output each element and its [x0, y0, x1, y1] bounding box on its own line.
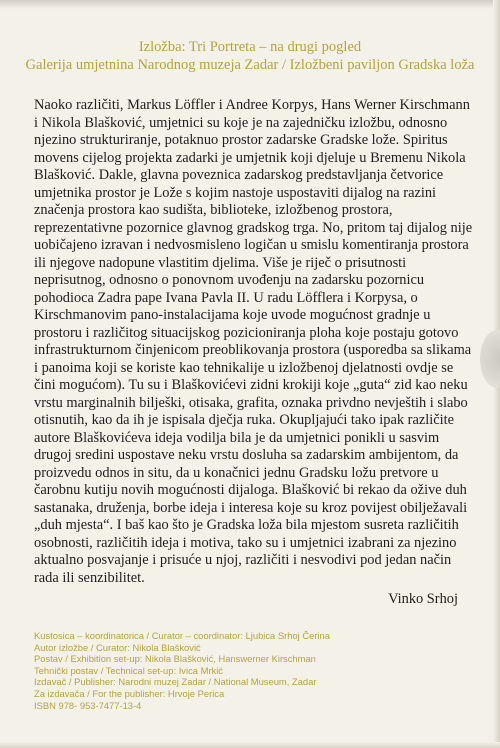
essay-author: Vinko Srhoj	[388, 591, 458, 607]
venue-subtitle: Galerija umjetnina Narodnog muzeja Zadar / Izložbeni paviljon Gradska loža	[25, 57, 475, 73]
credit-isbn: ISBN 978- 953-7477-13-4	[34, 699, 142, 711]
cover-top-edge	[0, 0, 500, 9]
credit-publisher: Izdavač / Publisher: Narodni muzej Zadar / National Museum, Zadar	[34, 676, 317, 688]
credits-block	[34, 630, 474, 711]
essay-body	[34, 97, 476, 587]
credit-exhibition-author: Autor izložbe / Curator: Nikola Blašković	[34, 641, 201, 653]
credit-technical-setup: Tehnički postav / Technical set-up: Ivica Mrkić	[34, 664, 223, 676]
exhibition-title: Izložba: Tri Portreta – na drugi pogled	[138, 39, 362, 55]
credit-curator-coordinator: Kustosica – koordinatorica / Curator – coordinator: Ljubica Srhoj Čerina	[34, 630, 330, 641]
credit-for-publisher: Za izdavača / For the publisher: Hrvoje Perica	[34, 687, 225, 699]
credit-exhibition-setup: Postav / Exhibition set-up: Nikola Blašković, Hanswerner Kirschman	[34, 653, 316, 665]
slipcase-thumb-notch	[480, 330, 500, 388]
cover-bottom-edge	[0, 742, 500, 748]
header	[20, 38, 480, 74]
essay-paragraph: Naoko različiti, Markus Löffler i Andree Korpys, Hans Werner Kirschmann i Nikola Blašković, umjetnici su koje je na zajedničku izložbu, odnosno njezino strukturiranje, potaknuo prostor zadarske Gradske lože. Spiritus movens cijelog projekta zadarki je umjetnik koji djeluje u Bremenu Nikola Blašković. Dakle, glavna poveznica zadarskog predstavljanja četvorice umjetnika prostor je Lože s kojim nastoje uspostaviti dijalog na razini značenja prostora kao sudišta, biblioteke, izložbenog prostora, reprezentativne pozornice glavnog gradskog trga. No, pritom taj dijalog nije uobičajeno izravan i nedvosmisleno logičan u smislu komentiranja prostora ili njegove nadopune vlastitim djelima. Više je riječ o prisutnosti neprisutnog, odnosno o ponovnom uvođenju na zadarsku pozornicu pohodioca Zadra pape Ivana Pavla II. U radu Löfflera i Korpysa, o Kirschmanovim pano-instalacijama koje uvode mogućnost gradnje u prostoru i različitog situacijskog pozicioniranja ploha koje postaju gotovo infrastrukturnom činjenicom preoblikovanja prostora (usporedba sa slikama i panoima koji se koriste kao tehnikalije u izložbenoj djelatnosti ovdje se čini mogućom). Tu su i Blaškovićevi zidni krokiji koje „guta“ zid kao neku vrstu marginalnih bilješki, otisaka, grafita, oznaka privdno nevještih i slabo otisnutih, kao da ih je ispisala dječja ruka. Okupljajući tako ipak različite autore Blaškovićeva ideja vodilja bila je da umjetnici ponikli u sasvim drugoj sredini uspostave neku vrstu dosluha sa zadarskim ambijentom, da proizvedu odnos in situ, da u konačnici jednu Gradsku ložu pretvore u čarobnu kutiju novih mogućnosti dijaloga. Blašković bi rekao da ožive duh sastanaka, druženja, borbe ideja i interesa koje su kroz povijest obilježavali „duh mjesta“. I baš kao što je Gradska loža bila mjestom susreta različitih osobnosti, različitih ideja i motiva, tako su i umjetnici izabrani za njezino aktualno posvajanje i prisuće u njoj, različiti i nesvodivi pod jedan način rada ili senzibilitet.	[34, 97, 473, 586]
